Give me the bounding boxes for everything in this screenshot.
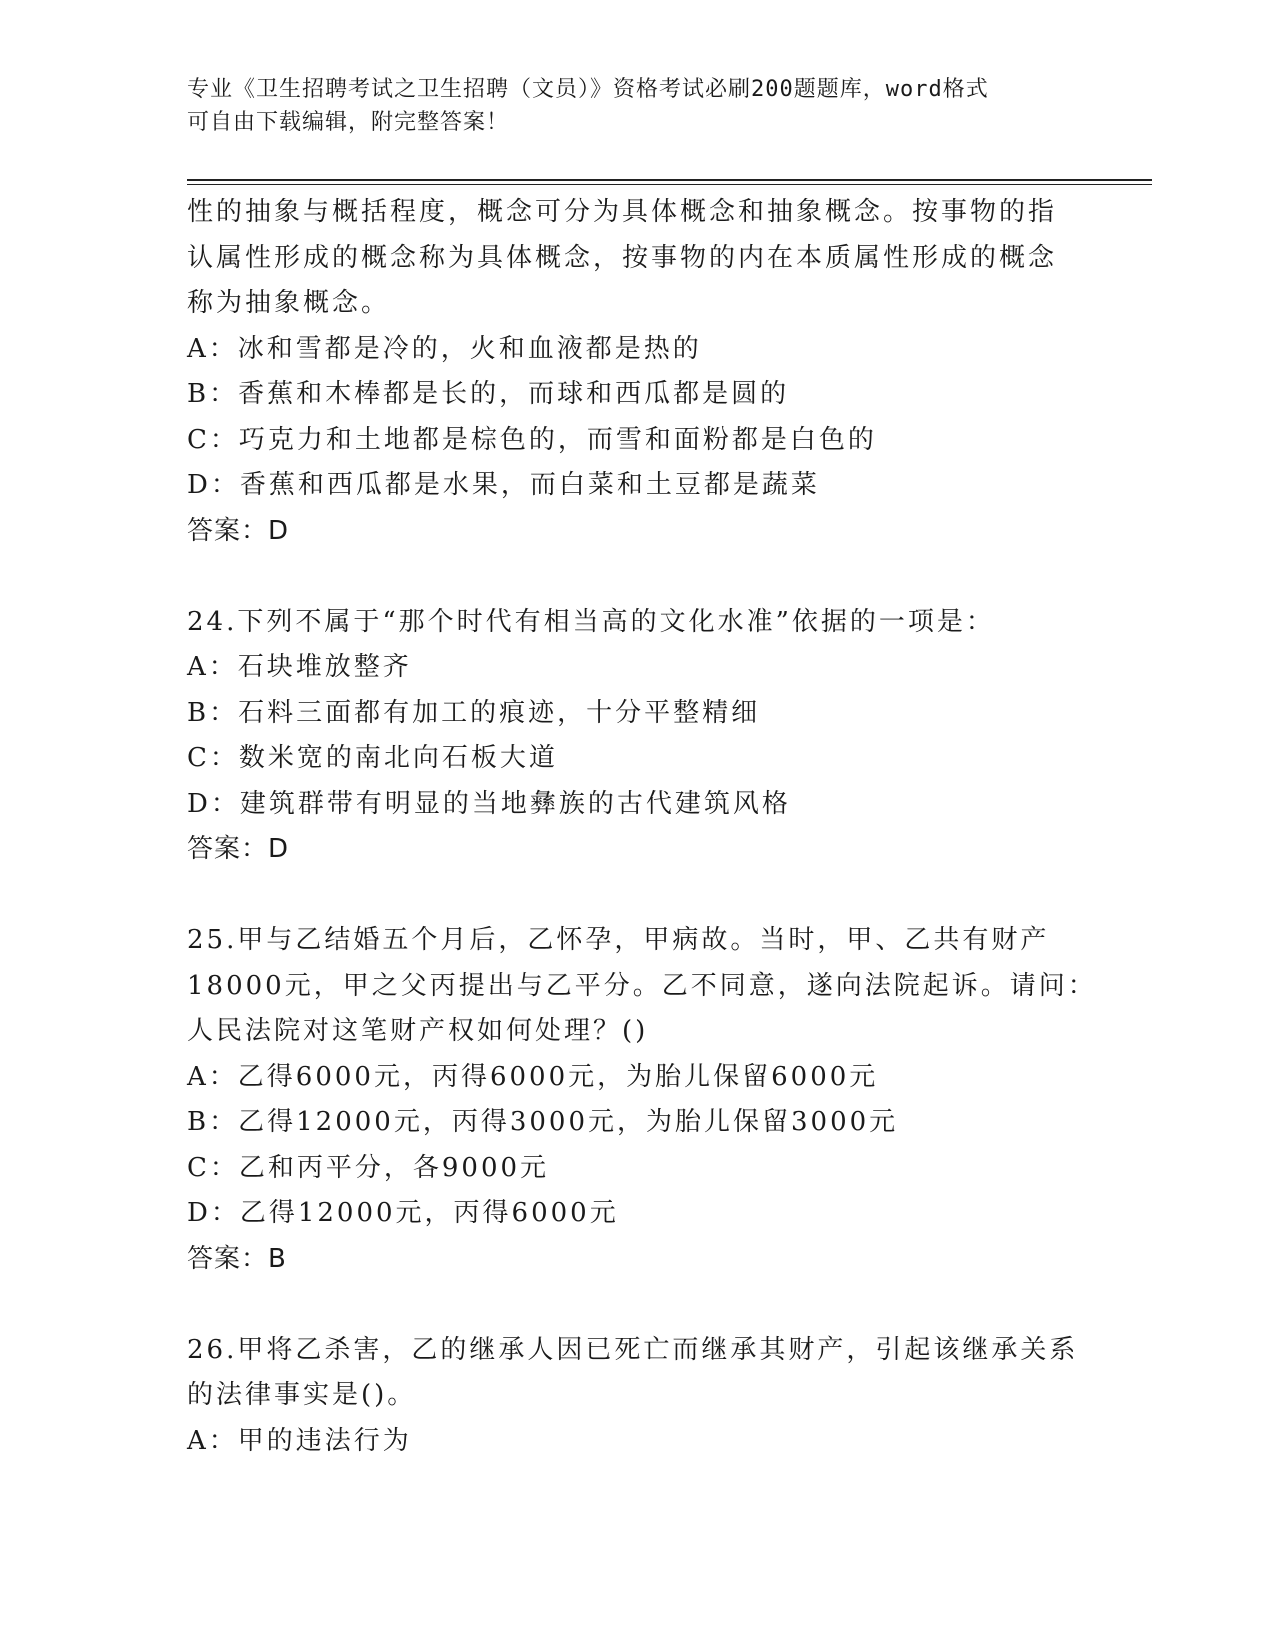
option-a: A：石块堆放整齐 bbox=[187, 652, 412, 682]
option-b: B：乙得12000元，丙得3000元，为胎儿保留3000元 bbox=[187, 1107, 899, 1137]
option-b: B：石料三面都有加工的痕迹，十分平整精细 bbox=[187, 697, 761, 728]
question-24 bbox=[187, 600, 1087, 873]
option-a: A：冰和雪都是冷的，火和血液都是热的 bbox=[187, 333, 702, 364]
document-header bbox=[187, 73, 1087, 139]
spacer bbox=[187, 554, 1087, 600]
option-a: A：乙得6000元，丙得6000元，为胎儿保留6000元 bbox=[187, 1061, 879, 1092]
question-text-line: 认属性形成的概念称为具体概念，按事物的内在本质属性形成的概念 bbox=[187, 242, 1058, 273]
question-text-line: 26.甲将乙杀害，乙的继承人因已死亡而继承其财产，引起该继承关系 bbox=[187, 1334, 1079, 1365]
question-text-line: 称为抽象概念。 bbox=[187, 288, 391, 318]
option-b: B：香蕉和木棒都是长的，而球和西瓜都是圆的 bbox=[187, 379, 790, 409]
header-title-line-2: 可自由下载编辑，附完整答案！ bbox=[187, 110, 510, 135]
option-d: D：建筑群带有明显的当地彝族的古代建筑风格 bbox=[187, 788, 791, 819]
question-text-line: 18000元，甲之父丙提出与乙平分。乙不同意，遂向法院起诉。请问： bbox=[187, 970, 1097, 1001]
document-body bbox=[187, 190, 1097, 1464]
question-text-line: 24.下列不属于“那个时代有相当高的文化水准”依据的一项是： bbox=[187, 606, 995, 637]
option-d: D：香蕉和西瓜都是水果，而白菜和土豆都是蔬菜 bbox=[187, 470, 820, 500]
header-divider-thin bbox=[187, 184, 1152, 185]
question-26 bbox=[187, 1328, 1087, 1465]
question-text-line: 25.甲与乙结婚五个月后，乙怀孕，甲病故。当时，甲、乙共有财产 bbox=[187, 925, 1050, 955]
option-a: A：甲的违法行为 bbox=[187, 1425, 412, 1456]
question-text-line: 性的抽象与概括程度，概念可分为具体概念和抽象概念。按事物的指 bbox=[187, 197, 1058, 227]
question-text-line: 的法律事实是()。 bbox=[187, 1380, 417, 1410]
answer-line: 答案：D bbox=[187, 834, 290, 864]
header-divider-thick bbox=[187, 179, 1152, 181]
option-d: D：乙得12000元，丙得6000元 bbox=[187, 1198, 619, 1228]
answer-line: 答案：B bbox=[187, 1243, 287, 1274]
spacer bbox=[187, 873, 1087, 919]
answer-line: 答案：D bbox=[187, 515, 290, 546]
question-continuation bbox=[187, 190, 1087, 554]
option-c: C：巧克力和土地都是棕色的，而雪和面粉都是白色的 bbox=[187, 424, 877, 455]
spacer bbox=[187, 1282, 1087, 1328]
option-c: C：乙和丙平分，各9000元 bbox=[187, 1152, 550, 1183]
question-text-line: 人民法院对这笔财产权如何处理？() bbox=[187, 1016, 649, 1046]
header-title-line-1: 专业《卫生招聘考试之卫生招聘（文员）》资格考试必刷200题题库，word格式 bbox=[187, 77, 989, 102]
option-c: C：数米宽的南北向石板大道 bbox=[187, 743, 558, 773]
question-25 bbox=[187, 918, 1097, 1282]
